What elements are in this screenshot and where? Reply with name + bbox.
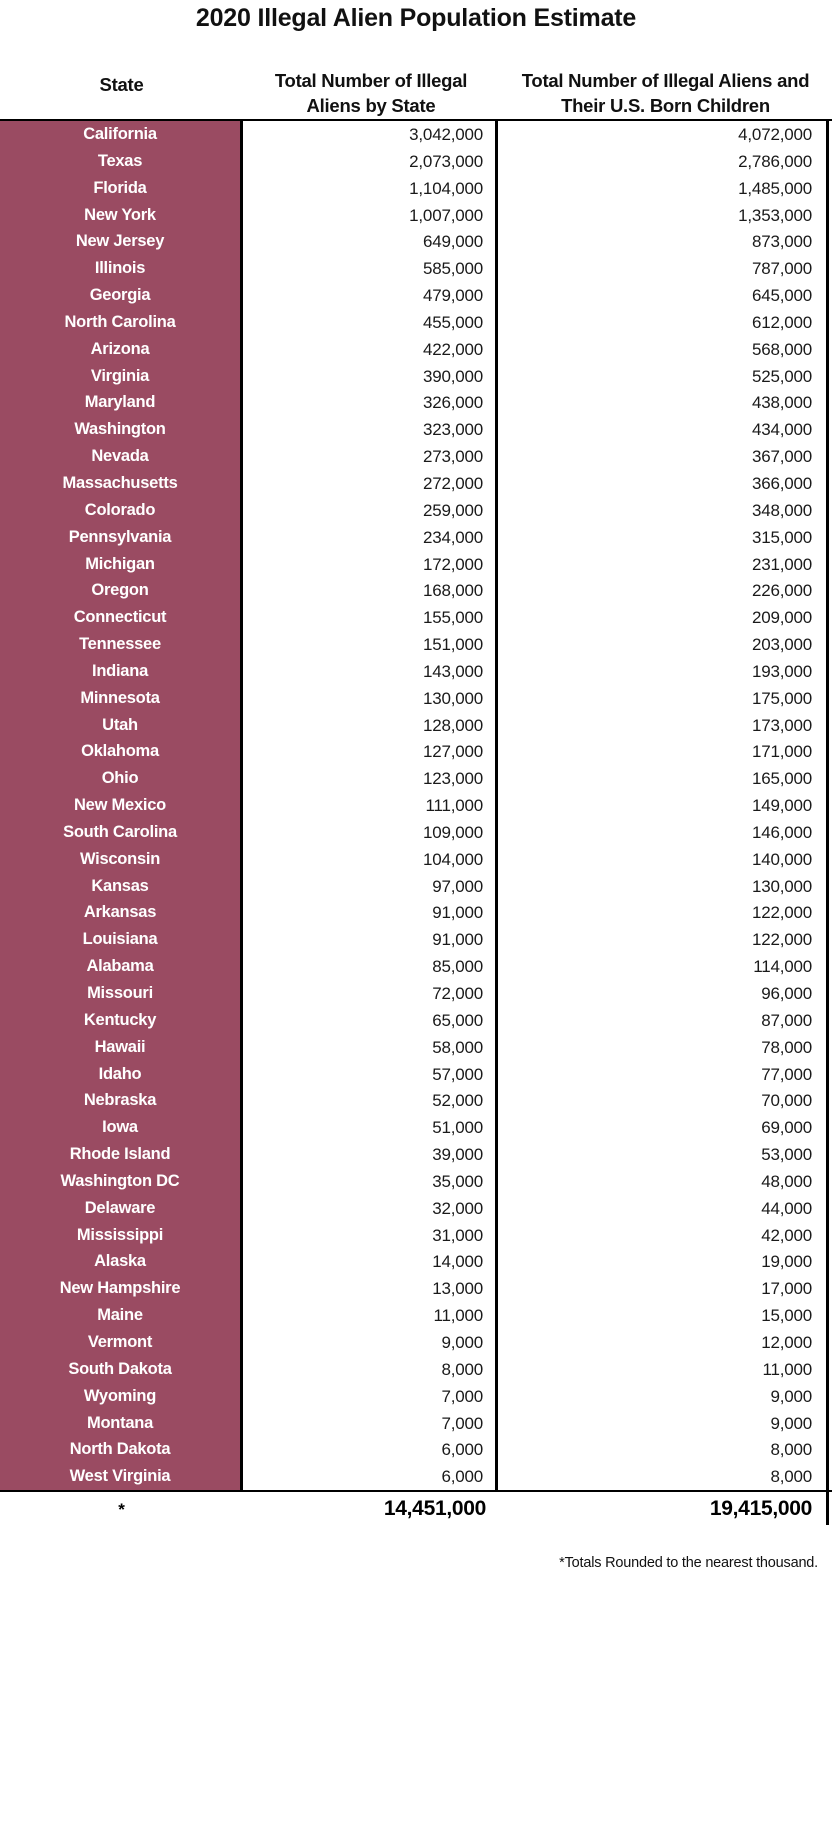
cell-illegal-aliens-and-children: 525,000 [498, 363, 829, 390]
cell-illegal-aliens: 1,007,000 [243, 202, 498, 229]
cell-state-name: Ohio [0, 765, 243, 792]
table-row [0, 363, 832, 390]
cell-illegal-aliens: 111,000 [243, 792, 498, 819]
cell-state-name: Louisiana [0, 926, 243, 953]
cell-state-name: Maryland [0, 389, 243, 416]
cell-illegal-aliens: 7,000 [243, 1383, 498, 1410]
cell-illegal-aliens: 91,000 [243, 926, 498, 953]
cell-illegal-aliens-and-children: 175,000 [498, 685, 829, 712]
cell-state-name: Utah [0, 712, 243, 739]
cell-illegal-aliens-and-children: 171,000 [498, 738, 829, 765]
cell-illegal-aliens-and-children: 367,000 [498, 443, 829, 470]
table-row [0, 416, 832, 443]
cell-illegal-aliens-and-children: 122,000 [498, 899, 829, 926]
cell-state-name: Rhode Island [0, 1141, 243, 1168]
table-row [0, 470, 832, 497]
table-row [0, 1436, 832, 1463]
cell-state-name: Pennsylvania [0, 524, 243, 551]
table-row [0, 792, 832, 819]
cell-illegal-aliens: 3,042,000 [243, 121, 498, 148]
cell-illegal-aliens-and-children: 48,000 [498, 1168, 829, 1195]
cell-illegal-aliens-and-children: 146,000 [498, 819, 829, 846]
page-title: 2020 Illegal Alien Population Estimate [195, 4, 637, 32]
cell-illegal-aliens: 1,104,000 [243, 175, 498, 202]
table-row [0, 604, 832, 631]
table-row [0, 1302, 832, 1329]
table-row [0, 336, 832, 363]
cell-illegal-aliens-and-children: 8,000 [498, 1436, 829, 1463]
cell-illegal-aliens-and-children: 96,000 [498, 980, 829, 1007]
table-row [0, 1007, 832, 1034]
cell-state-name: West Virginia [0, 1463, 243, 1490]
cell-state-name: Virginia [0, 363, 243, 390]
cell-illegal-aliens: 109,000 [243, 819, 498, 846]
cell-illegal-aliens: 9,000 [243, 1329, 498, 1356]
cell-illegal-aliens-and-children: 1,353,000 [498, 202, 829, 229]
table-row [0, 1275, 832, 1302]
table-row [0, 1168, 832, 1195]
cell-illegal-aliens-and-children: 193,000 [498, 658, 829, 685]
cell-state-name: Alabama [0, 953, 243, 980]
table-row [0, 738, 832, 765]
table-row [0, 1463, 832, 1490]
cell-illegal-aliens-and-children: 787,000 [498, 255, 829, 282]
cell-state-name: Georgia [0, 282, 243, 309]
cell-state-name: Wyoming [0, 1383, 243, 1410]
table-row [0, 1383, 832, 1410]
cell-illegal-aliens: 65,000 [243, 1007, 498, 1034]
cell-illegal-aliens: 123,000 [243, 765, 498, 792]
table-row [0, 577, 832, 604]
table-row [0, 1410, 832, 1437]
cell-state-name: North Carolina [0, 309, 243, 336]
cell-state-name: Kentucky [0, 1007, 243, 1034]
table-row [0, 953, 832, 980]
cell-illegal-aliens: 52,000 [243, 1087, 498, 1114]
cell-illegal-aliens-and-children: 140,000 [498, 846, 829, 873]
table-row [0, 443, 832, 470]
cell-illegal-aliens: 13,000 [243, 1275, 498, 1302]
table-row [0, 631, 832, 658]
cell-state-name: Wisconsin [0, 846, 243, 873]
table-row [0, 121, 832, 148]
table-row [0, 1034, 832, 1061]
table-row [0, 846, 832, 873]
table-row [0, 175, 832, 202]
column-header-illegal-aliens-and-children: Total Number of Illegal Aliens and Their U.S. Born Children [521, 70, 810, 116]
cell-illegal-aliens-and-children: 226,000 [498, 577, 829, 604]
table-row [0, 1087, 832, 1114]
table-row [0, 1329, 832, 1356]
cell-illegal-aliens-and-children: 15,000 [498, 1302, 829, 1329]
cell-state-name: Tennessee [0, 631, 243, 658]
table-row [0, 980, 832, 1007]
cell-state-name: South Carolina [0, 819, 243, 846]
cell-illegal-aliens-and-children: 12,000 [498, 1329, 829, 1356]
cell-illegal-aliens: 72,000 [243, 980, 498, 1007]
cell-state-name: Arkansas [0, 899, 243, 926]
table-row [0, 712, 832, 739]
cell-illegal-aliens: 58,000 [243, 1034, 498, 1061]
cell-illegal-aliens: 168,000 [243, 577, 498, 604]
cell-illegal-aliens: 39,000 [243, 1141, 498, 1168]
cell-illegal-aliens-and-children: 568,000 [498, 336, 829, 363]
cell-state-name: Kansas [0, 873, 243, 900]
cell-illegal-aliens-and-children: 17,000 [498, 1275, 829, 1302]
cell-state-name: North Dakota [0, 1436, 243, 1463]
table-row [0, 202, 832, 229]
cell-illegal-aliens-and-children: 438,000 [498, 389, 829, 416]
table-row [0, 765, 832, 792]
table-row [0, 389, 832, 416]
cell-state-name: Washington [0, 416, 243, 443]
totals-row [0, 1492, 832, 1525]
cell-state-name: Vermont [0, 1329, 243, 1356]
cell-illegal-aliens-and-children: 44,000 [498, 1195, 829, 1222]
cell-state-name: Indiana [0, 658, 243, 685]
cell-illegal-aliens: 326,000 [243, 389, 498, 416]
cell-illegal-aliens: 273,000 [243, 443, 498, 470]
cell-illegal-aliens-and-children: 9,000 [498, 1410, 829, 1437]
cell-illegal-aliens-and-children: 4,072,000 [498, 121, 829, 148]
cell-illegal-aliens: 130,000 [243, 685, 498, 712]
cell-illegal-aliens: 6,000 [243, 1436, 498, 1463]
cell-illegal-aliens-and-children: 434,000 [498, 416, 829, 443]
table-row [0, 551, 832, 578]
cell-illegal-aliens: 143,000 [243, 658, 498, 685]
cell-illegal-aliens: 7,000 [243, 1410, 498, 1437]
cell-illegal-aliens-and-children: 53,000 [498, 1141, 829, 1168]
cell-state-name: Hawaii [0, 1034, 243, 1061]
cell-illegal-aliens: 35,000 [243, 1168, 498, 1195]
table-row [0, 148, 832, 175]
cell-illegal-aliens-and-children: 69,000 [498, 1114, 829, 1141]
table-row [0, 497, 832, 524]
cell-state-name: Minnesota [0, 685, 243, 712]
table-row [0, 524, 832, 551]
table-header-row [0, 33, 832, 119]
cell-illegal-aliens: 51,000 [243, 1114, 498, 1141]
cell-state-name: South Dakota [0, 1356, 243, 1383]
table-row [0, 873, 832, 900]
cell-illegal-aliens-and-children: 8,000 [498, 1463, 829, 1490]
cell-state-name: Colorado [0, 497, 243, 524]
cell-illegal-aliens-and-children: 130,000 [498, 873, 829, 900]
cell-illegal-aliens-and-children: 1,485,000 [498, 175, 829, 202]
table-row [0, 1356, 832, 1383]
table-row [0, 819, 832, 846]
cell-state-name: Arizona [0, 336, 243, 363]
table-row [0, 658, 832, 685]
cell-state-name: Texas [0, 148, 243, 175]
cell-illegal-aliens: 585,000 [243, 255, 498, 282]
cell-illegal-aliens: 479,000 [243, 282, 498, 309]
cell-illegal-aliens-and-children: 612,000 [498, 309, 829, 336]
cell-illegal-aliens: 127,000 [243, 738, 498, 765]
cell-illegal-aliens-and-children: 42,000 [498, 1222, 829, 1249]
cell-state-name: Nevada [0, 443, 243, 470]
table-row [0, 255, 832, 282]
cell-state-name: Oklahoma [0, 738, 243, 765]
cell-illegal-aliens-and-children: 203,000 [498, 631, 829, 658]
cell-illegal-aliens: 172,000 [243, 551, 498, 578]
table-row [0, 309, 832, 336]
cell-illegal-aliens: 104,000 [243, 846, 498, 873]
cell-illegal-aliens-and-children: 873,000 [498, 228, 829, 255]
cell-illegal-aliens: 151,000 [243, 631, 498, 658]
cell-illegal-aliens: 97,000 [243, 873, 498, 900]
cell-state-name: Alaska [0, 1248, 243, 1275]
table-row [0, 685, 832, 712]
cell-illegal-aliens: 272,000 [243, 470, 498, 497]
table-row [0, 1222, 832, 1249]
cell-illegal-aliens-and-children: 77,000 [498, 1061, 829, 1088]
table-row [0, 1061, 832, 1088]
cell-illegal-aliens: 6,000 [243, 1463, 498, 1490]
cell-illegal-aliens-and-children: 165,000 [498, 765, 829, 792]
cell-illegal-aliens-and-children: 149,000 [498, 792, 829, 819]
cell-illegal-aliens: 85,000 [243, 953, 498, 980]
table-row [0, 1248, 832, 1275]
cell-state-name: Washington DC [0, 1168, 243, 1195]
cell-illegal-aliens-and-children: 19,000 [498, 1248, 829, 1275]
totals-illegal-aliens-and-children: 19,415,000 [498, 1492, 829, 1525]
table-row [0, 1141, 832, 1168]
cell-illegal-aliens-and-children: 231,000 [498, 551, 829, 578]
cell-state-name: New Hampshire [0, 1275, 243, 1302]
column-header-illegal-aliens: Total Number of Illegal Aliens by State [274, 70, 468, 116]
cell-illegal-aliens: 259,000 [243, 497, 498, 524]
cell-state-name: Oregon [0, 577, 243, 604]
cell-state-name: Michigan [0, 551, 243, 578]
cell-illegal-aliens: 155,000 [243, 604, 498, 631]
cell-illegal-aliens-and-children: 2,786,000 [498, 148, 829, 175]
cell-illegal-aliens: 234,000 [243, 524, 498, 551]
cell-illegal-aliens: 128,000 [243, 712, 498, 739]
cell-illegal-aliens-and-children: 348,000 [498, 497, 829, 524]
totals-illegal-aliens: 14,451,000 [383, 1497, 486, 1521]
cell-illegal-aliens-and-children: 9,000 [498, 1383, 829, 1410]
cell-illegal-aliens-and-children: 114,000 [498, 953, 829, 980]
cell-illegal-aliens: 91,000 [243, 899, 498, 926]
cell-illegal-aliens-and-children: 209,000 [498, 604, 829, 631]
cell-illegal-aliens-and-children: 70,000 [498, 1087, 829, 1114]
cell-illegal-aliens: 31,000 [243, 1222, 498, 1249]
table-body [0, 119, 832, 1492]
cell-illegal-aliens-and-children: 645,000 [498, 282, 829, 309]
cell-state-name: Maine [0, 1302, 243, 1329]
cell-illegal-aliens-and-children: 122,000 [498, 926, 829, 953]
cell-illegal-aliens-and-children: 173,000 [498, 712, 829, 739]
cell-state-name: Missouri [0, 980, 243, 1007]
cell-illegal-aliens: 57,000 [243, 1061, 498, 1088]
cell-state-name: Idaho [0, 1061, 243, 1088]
footnote: *Totals Rounded to the nearest thousand. [559, 1555, 818, 1572]
column-header-state: State [99, 74, 144, 95]
cell-illegal-aliens: 422,000 [243, 336, 498, 363]
table-row [0, 899, 832, 926]
totals-label: * [118, 1500, 125, 1520]
cell-state-name: Florida [0, 175, 243, 202]
table-row [0, 926, 832, 953]
cell-illegal-aliens: 455,000 [243, 309, 498, 336]
cell-state-name: Nebraska [0, 1087, 243, 1114]
cell-illegal-aliens: 14,000 [243, 1248, 498, 1275]
table-row [0, 1114, 832, 1141]
cell-illegal-aliens: 32,000 [243, 1195, 498, 1222]
cell-illegal-aliens-and-children: 366,000 [498, 470, 829, 497]
cell-state-name: Massachusetts [0, 470, 243, 497]
cell-illegal-aliens-and-children: 78,000 [498, 1034, 829, 1061]
table-row [0, 1195, 832, 1222]
cell-state-name: Connecticut [0, 604, 243, 631]
cell-state-name: Delaware [0, 1195, 243, 1222]
cell-illegal-aliens-and-children: 11,000 [498, 1356, 829, 1383]
cell-state-name: California [0, 121, 243, 148]
cell-illegal-aliens: 8,000 [243, 1356, 498, 1383]
cell-state-name: Montana [0, 1410, 243, 1437]
table-row [0, 282, 832, 309]
cell-illegal-aliens-and-children: 315,000 [498, 524, 829, 551]
cell-state-name: New Jersey [0, 228, 243, 255]
cell-state-name: New York [0, 202, 243, 229]
cell-illegal-aliens-and-children: 87,000 [498, 1007, 829, 1034]
cell-state-name: New Mexico [0, 792, 243, 819]
table-row [0, 228, 832, 255]
cell-illegal-aliens: 323,000 [243, 416, 498, 443]
cell-state-name: Iowa [0, 1114, 243, 1141]
cell-illegal-aliens: 390,000 [243, 363, 498, 390]
cell-illegal-aliens: 2,073,000 [243, 148, 498, 175]
cell-illegal-aliens: 11,000 [243, 1302, 498, 1329]
cell-state-name: Mississippi [0, 1222, 243, 1249]
cell-state-name: Illinois [0, 255, 243, 282]
cell-illegal-aliens: 649,000 [243, 228, 498, 255]
